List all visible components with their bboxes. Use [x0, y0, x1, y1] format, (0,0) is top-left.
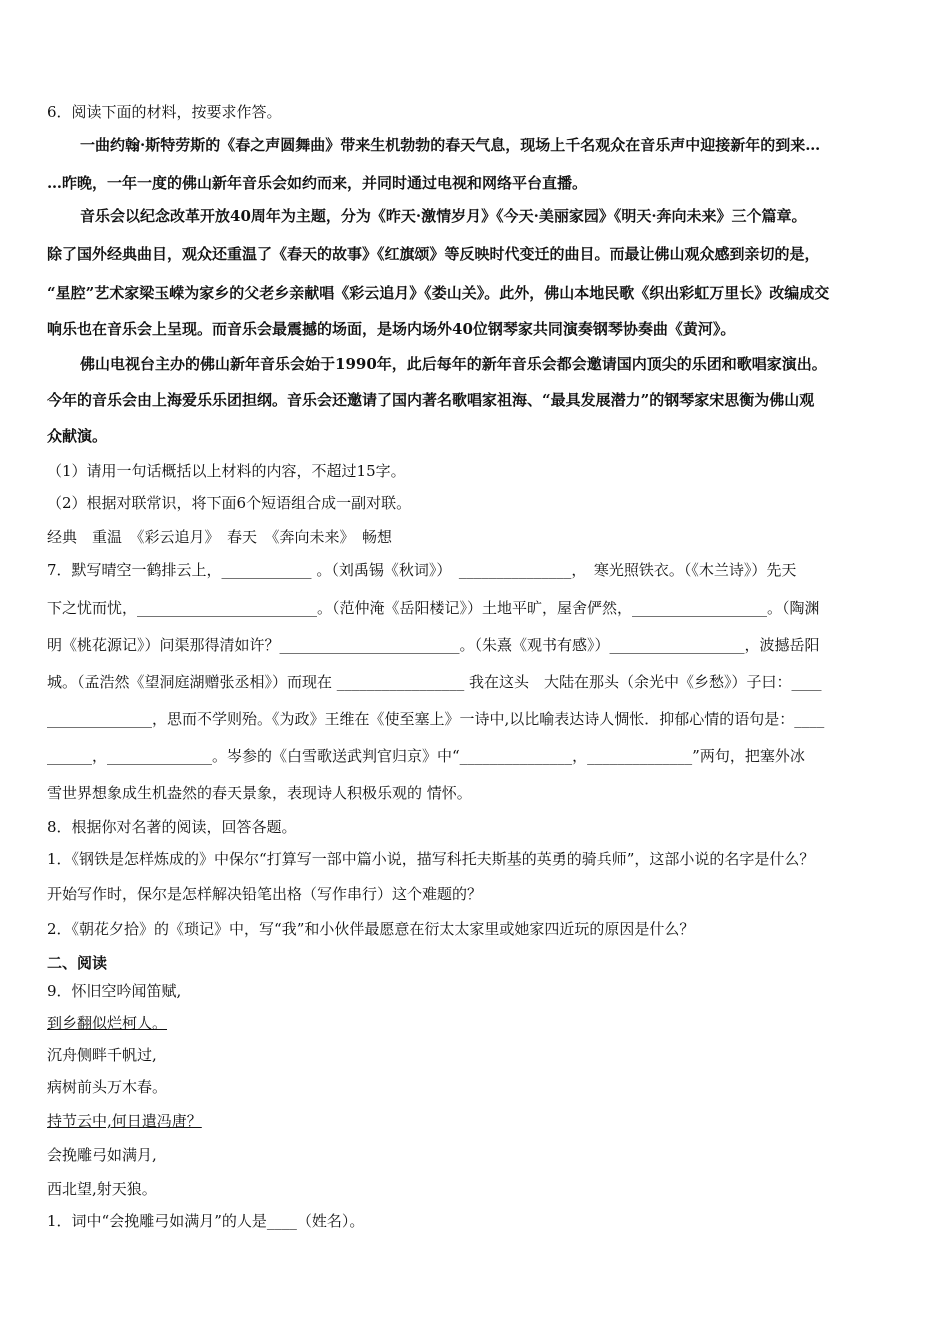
- poem-line: 沉舟侧畔千帆过,: [47, 1046, 157, 1064]
- q6-phrases: 经典 重温 《彩云追月》 春天 《奔向未来》 畅想: [47, 528, 393, 546]
- poem-line: 9．怀旧空吟闻笛赋,: [47, 982, 182, 1000]
- poem-line: 西北望,射天狼。: [47, 1180, 157, 1198]
- poem-line: 会挽雕弓如满月,: [47, 1146, 157, 1164]
- q7-line: ______，______________。岑参的《白雪歌送武判官归京》中“_______________，______________”两句，把塞外冰: [47, 747, 805, 765]
- q7-line: 明《桃花源记》）问渠那得清如许？________________________。（朱熹《观书有感》）__________________，波撼岳阳: [47, 636, 820, 654]
- q8-title: 8．根据你对名著的阅读，回答各题。: [47, 818, 297, 836]
- q7-line: 雪世界想象成生机盎然的春天景象，表现诗人积极乐观的 情怀。: [47, 784, 472, 802]
- q7-line: 7．默写晴空一鹤排云上，____________ 。（刘禹锡《秋词》） _______________， 寒光照铁衣。（《木兰诗》）先天: [47, 561, 797, 579]
- poem-line-underlined: 到乡翻似烂柯人。: [47, 1014, 168, 1032]
- q8-item-2: 2．《朝花夕拾》的《琐记》中，写“我”和小伙伴最愿意在衍太太家里或她家四近玩的原因是什么？: [47, 920, 695, 938]
- q7-line: 下之忧而忧，________________________。（范仲淹《岳阳楼记》）土地平旷，屋舍俨然，__________________。（陶渊: [47, 599, 820, 617]
- q7-line: 城。（孟浩然《望洞庭湖赠张丞相》）而现在 _________________ 我在这头 大陆在那头（余光中《乡愁》）子曰：____: [47, 673, 822, 691]
- section-heading-reading: 二、阅读: [47, 954, 108, 972]
- q6-material-line: 除了国外经典曲目，观众还重温了《春天的故事》《红旗颂》等反映时代变迁的曲目。而最让佛山观众感到亲切的是，: [47, 245, 820, 263]
- q6-sub-question-2: （2）根据对联常识，将下面6个短语组合成一副对联。: [47, 494, 412, 512]
- q6-material-line: “星腔”艺术家梁玉嵘为家乡的父老乡亲献唱《彩云追月》《娄山关》。此外，佛山本地民歌《织出彩虹万里长》改编成交: [47, 284, 830, 302]
- q6-title: 6．阅读下面的材料，按要求作答。: [47, 103, 282, 121]
- q6-material-line: 今年的音乐会由上海爱乐乐团担纲。音乐会还邀请了国内著名歌唱家祖海、“最具发展潜力”的钢琴家宋思衡为佛山观: [47, 391, 815, 409]
- q6-material-line: 佛山电视台主办的佛山新年音乐会始于1990年，此后每年的新年音乐会都会邀请国内顶尖的乐团和歌唱家演出。: [80, 355, 827, 373]
- poem-line-underlined: 持节云中,何日遣冯唐？: [47, 1112, 202, 1130]
- q6-material-line: 众献演。: [47, 427, 108, 445]
- q7-line: ______________，思而不学则殆。《为政》王维在《使至塞上》一诗中,以比喻表达诗人惆怅．抑郁心情的语句是：____: [47, 710, 825, 728]
- q6-material-line: …昨晚，一年一度的佛山新年音乐会如约而来，并同时通过电视和网络平台直播。: [47, 174, 588, 192]
- q6-sub-question-1: （1）请用一句话概括以上材料的内容，不超过15字。: [47, 462, 406, 480]
- q9-question-1: 1．词中“会挽雕弓如满月”的人是____（姓名）。: [47, 1212, 365, 1230]
- poem-line: 病树前头万木春。: [47, 1078, 168, 1096]
- q6-material-line: 响乐也在音乐会上呈现。而音乐会最震撼的场面，是场内场外40位钢琴家共同演奏钢琴协奏曲《黄河》。: [47, 320, 736, 338]
- q6-material-line: 音乐会以纪念改革开放40周年为主题，分为《昨天·激情岁月》《今天·美丽家园》《明天·奔向未来》三个篇章。: [80, 207, 807, 225]
- q8-item-1: 1．《钢铁是怎样炼成的》中保尔“打算写一部中篇小说，描写科托夫斯基的英勇的骑兵师”，这部小说的名字是什么？: [47, 850, 815, 868]
- q8-item-1-continued: 开始写作时，保尔是怎样解决铅笔出格（写作串行）这个难题的？: [47, 885, 483, 903]
- q6-material-line: 一曲约翰·斯特劳斯的《春之声圆舞曲》带来生机勃勃的春天气息，现场上千名观众在音乐声中迎接新年的到来…: [80, 136, 821, 154]
